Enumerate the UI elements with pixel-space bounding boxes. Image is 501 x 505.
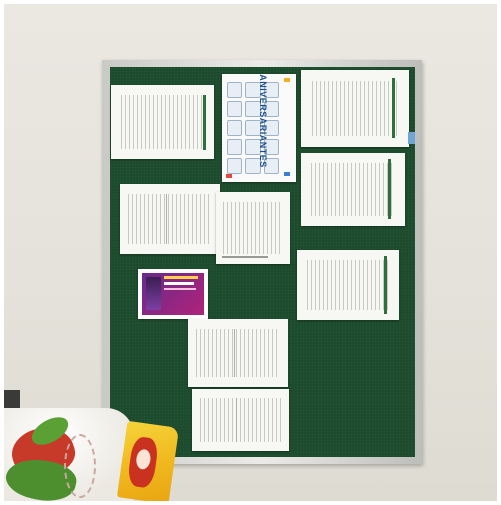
patterned-sack bbox=[4, 408, 134, 501]
birthday-poster-title: ANIVERSARIANTES bbox=[258, 74, 269, 168]
notice-table-bottom-2 bbox=[192, 389, 289, 451]
blue-tab bbox=[408, 132, 415, 144]
birthday-grid bbox=[227, 82, 279, 174]
birthday-poster bbox=[222, 74, 296, 182]
notice-sheet-center bbox=[216, 192, 290, 264]
notice-sheet-middle-right bbox=[301, 153, 405, 226]
notice-table-left bbox=[120, 184, 220, 254]
notice-sheet-right-lower bbox=[297, 250, 399, 320]
yellow-snack-bag bbox=[117, 421, 179, 501]
notice-sheet-top-right bbox=[301, 70, 409, 147]
event-flyer bbox=[138, 269, 208, 319]
photo-scene bbox=[4, 4, 497, 501]
notice-table-bottom-1 bbox=[188, 319, 288, 387]
notice-sheet-top-left bbox=[111, 85, 214, 159]
